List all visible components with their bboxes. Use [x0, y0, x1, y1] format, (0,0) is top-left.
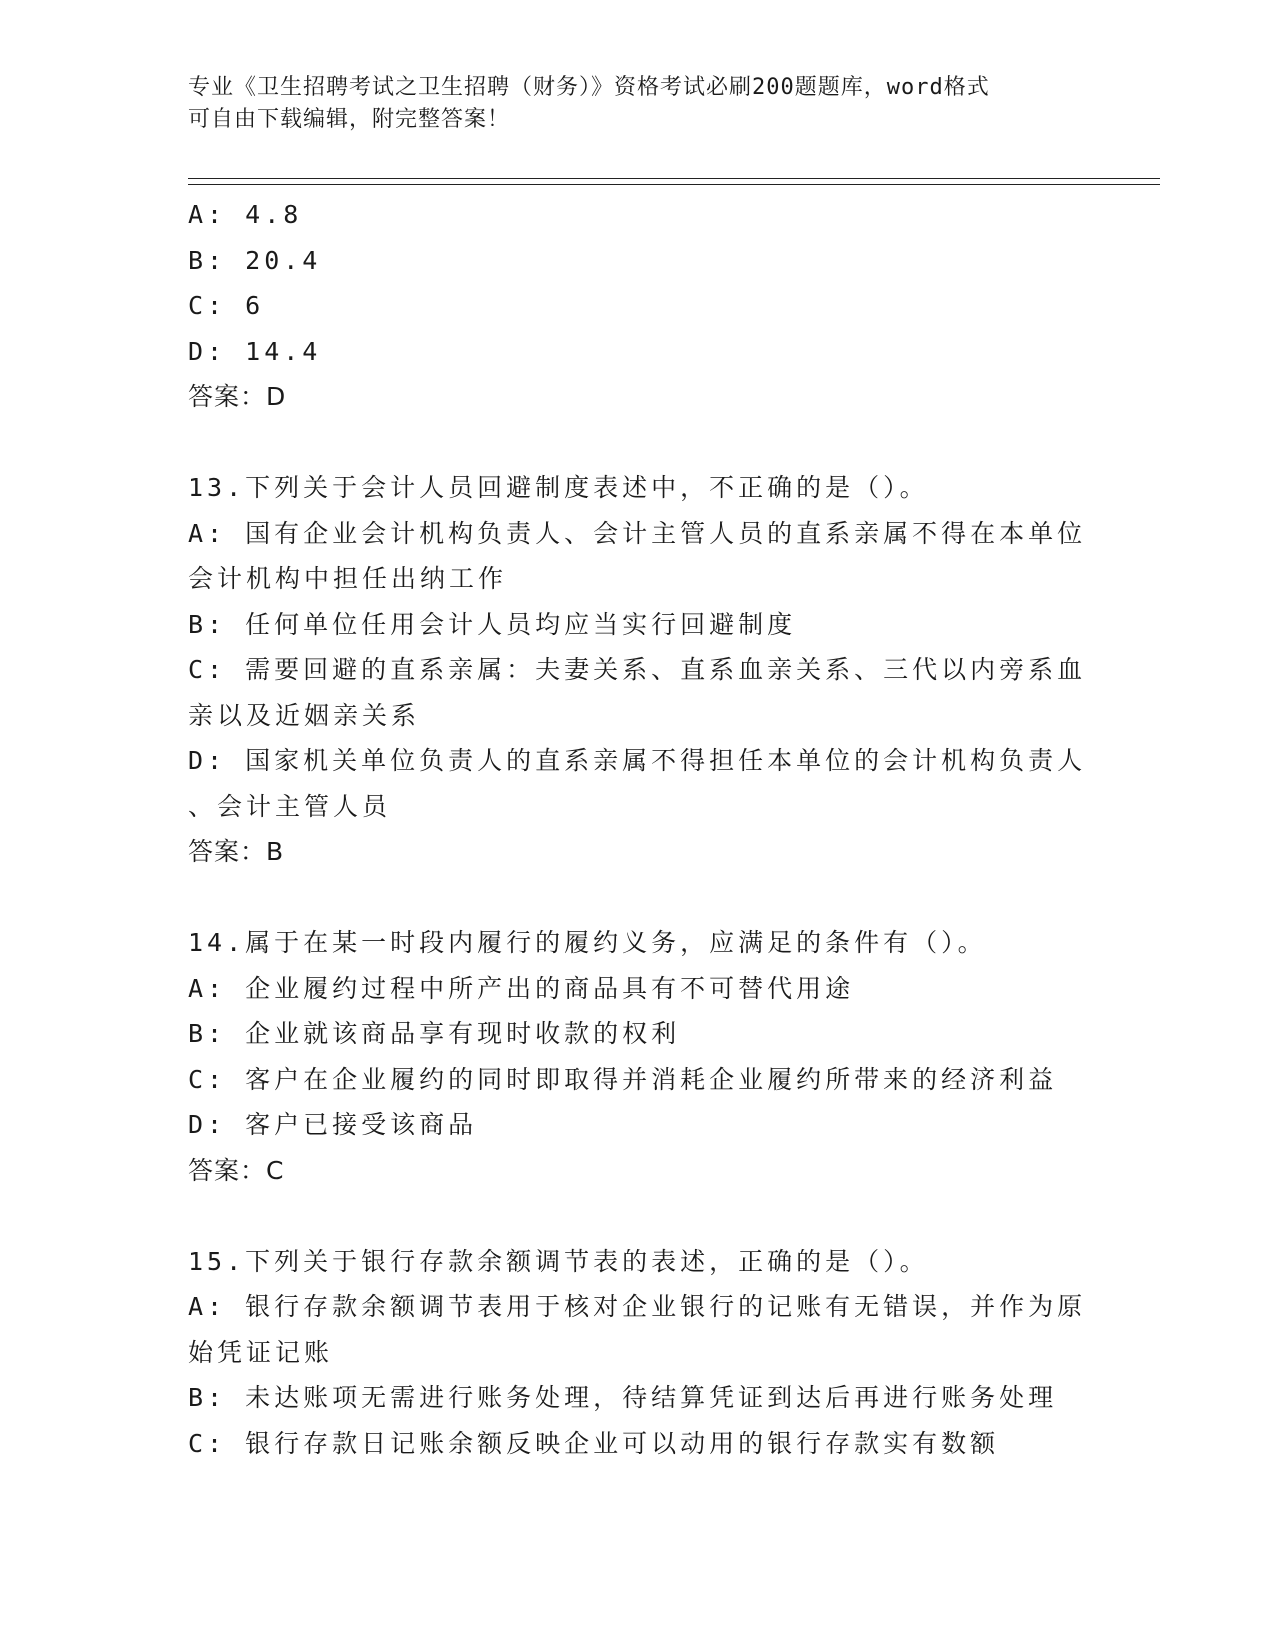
option-d: D: 客户已接受该商品	[188, 1110, 478, 1139]
question-stem: 14.属于在某一时段内履行的履约义务，应满足的条件有（）。	[188, 928, 987, 957]
option-c: C: 6	[188, 291, 265, 320]
question-content	[188, 192, 1088, 1466]
option-d-continued: 、会计主管人员	[188, 791, 392, 821]
option-d: D: 国家机关单位负责人的直系亲属不得担任本单位的会计机构负责人	[188, 746, 1087, 775]
option-c: C: 银行存款日记账余额反映企业可以动用的银行存款实有数额	[188, 1428, 1000, 1458]
option-b: B: 20.4	[188, 245, 322, 275]
header-divider-bottom	[188, 184, 1160, 185]
option-c-continued: 亲以及近姻亲关系	[188, 700, 421, 730]
header-line-2: 可自由下载编辑，附完整答案！	[188, 107, 511, 132]
option-a-continued: 会计机构中担任出纳工作	[188, 564, 508, 593]
option-b: B: 未达账项无需进行账务处理，待结算凭证到达后再进行账务处理	[188, 1383, 1058, 1412]
document-header	[188, 72, 1088, 136]
question-13	[188, 465, 1088, 875]
question-stem: 15.下列关于银行存款余额调节表的表述，正确的是（）。	[188, 1246, 929, 1276]
option-a: A: 4.8	[188, 200, 303, 229]
option-a-continued: 始凭证记账	[188, 1337, 334, 1367]
header-divider-top	[188, 178, 1160, 179]
question-15	[188, 1239, 1088, 1467]
option-c: C: 客户在企业履约的同时即取得并消耗企业履约所带来的经济利益	[188, 1064, 1058, 1094]
option-a: A: 国有企业会计机构负责人、会计主管人员的直系亲属不得在本单位	[188, 518, 1087, 548]
question-14	[188, 920, 1088, 1193]
question-stem: 13.下列关于会计人员回避制度表述中，不正确的是（）。	[188, 473, 929, 502]
answer-label: 答案：C	[188, 1155, 285, 1185]
answer-label: 答案：B	[188, 837, 285, 866]
header-line-1: 专业《卫生招聘考试之卫生招聘（财务）》资格考试必刷200题题库，word格式	[188, 75, 990, 100]
option-c: C: 需要回避的直系亲属：夫妻关系、直系血亲关系、三代以内旁系血	[188, 655, 1087, 684]
option-b: B: 任何单位任用会计人员均应当实行回避制度	[188, 609, 797, 639]
option-d: D: 14.4	[188, 336, 322, 366]
option-b: B: 企业就该商品享有现时收款的权利	[188, 1019, 681, 1048]
option-a: A: 银行存款余额调节表用于核对企业银行的记账有无错误，并作为原	[188, 1292, 1087, 1321]
answer-label: 答案：D	[188, 382, 287, 411]
question-12-options	[188, 192, 1088, 420]
option-a: A: 企业履约过程中所产出的商品具有不可替代用途	[188, 973, 855, 1003]
